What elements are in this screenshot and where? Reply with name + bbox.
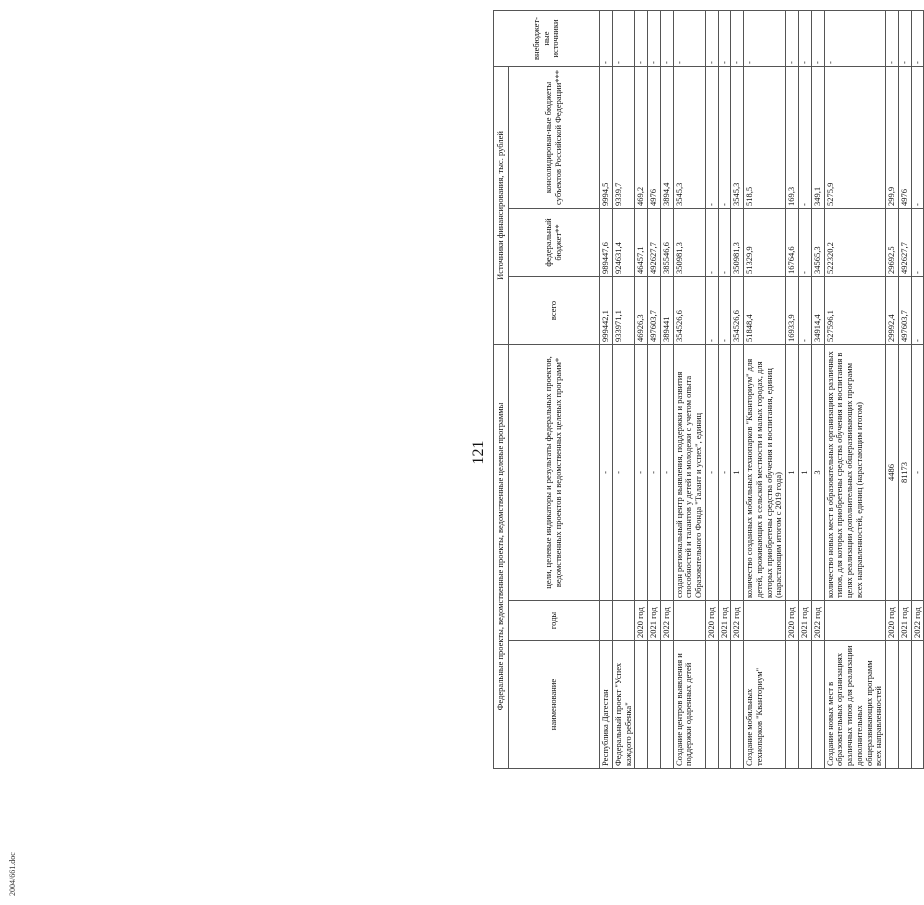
row-name: [799, 641, 812, 769]
row-total: 16933,9: [786, 276, 799, 344]
row-indicator: [886, 344, 899, 600]
row-name: Республика Дагестан: [600, 641, 613, 769]
row-indicator: [811, 344, 824, 600]
row-extra: -: [612, 10, 635, 66]
table-row: [898, 10, 911, 768]
row-name: [648, 641, 661, 769]
col-regional-header: консолидирован-ные бюджеты субъектов Российской Федерации***: [509, 66, 600, 208]
row-federal: 16764,6: [786, 208, 799, 276]
indicator-value: 81173: [898, 462, 909, 483]
row-federal: 492627,7: [648, 208, 661, 276]
table-row: [718, 10, 731, 768]
row-extra: -: [600, 10, 613, 66]
table-row: [811, 10, 824, 768]
row-federal: 350981,3: [673, 208, 705, 276]
row-federal: 492627,7: [898, 208, 911, 276]
indicator-value: -: [911, 471, 922, 474]
table-row: [635, 10, 648, 768]
row-name: [886, 641, 899, 769]
indicator-value: 1: [799, 470, 810, 475]
row-extra: -: [673, 10, 705, 66]
indicator-value: -: [648, 471, 659, 474]
row-year: 2021 год: [718, 601, 731, 641]
table-row: [911, 10, 924, 768]
row-year: 2021 год: [648, 601, 661, 641]
row-year: [600, 601, 613, 641]
row-total: 29992,4: [886, 276, 899, 344]
row-total: 527596,1: [824, 276, 886, 344]
table-body: [600, 10, 924, 768]
row-extra: -: [799, 10, 812, 66]
row-regional: 3894,4: [660, 66, 673, 208]
row-federal: 385546,6: [660, 208, 673, 276]
row-name: [786, 641, 799, 769]
table-row: [886, 10, 899, 768]
row-indicator: [635, 344, 648, 600]
row-extra: -: [648, 10, 661, 66]
table-row: [824, 10, 886, 768]
row-indicator: [660, 344, 673, 600]
row-federal: 522320,2: [824, 208, 886, 276]
financing-table: [493, 10, 924, 769]
table-row: [705, 10, 718, 768]
indicator-value: -: [718, 471, 729, 474]
row-federal: -: [718, 208, 731, 276]
row-regional: 169,3: [786, 66, 799, 208]
row-total: 354526,6: [731, 276, 744, 344]
col-years-header: годы: [509, 601, 600, 641]
indicator-value: -: [705, 471, 716, 474]
row-extra: -: [911, 10, 924, 66]
row-regional: 349,1: [811, 66, 824, 208]
row-indicator: [673, 344, 705, 600]
row-indicator: [648, 344, 661, 600]
table-row: [799, 10, 812, 768]
row-year: 2020 год: [886, 601, 899, 641]
row-name: [811, 641, 824, 769]
row-total: -: [718, 276, 731, 344]
row-extra: -: [898, 10, 911, 66]
row-regional: -: [705, 66, 718, 208]
row-name: Создание центров выявления и поддержки одаренных детей: [673, 641, 705, 769]
table-row: [731, 10, 744, 768]
row-regional: 518,5: [744, 66, 786, 208]
row-total: 389441: [660, 276, 673, 344]
row-extra: -: [886, 10, 899, 66]
row-federal: 51329,9: [744, 208, 786, 276]
row-name: [898, 641, 911, 769]
indicator-value: 1: [786, 470, 797, 475]
row-extra: -: [744, 10, 786, 66]
row-extra: -: [731, 10, 744, 66]
row-name: [635, 641, 648, 769]
row-total: 51848,4: [744, 276, 786, 344]
row-indicator: [705, 344, 718, 600]
row-indicator: [731, 344, 744, 600]
row-total: 34914,4: [811, 276, 824, 344]
row-federal: 34565,3: [811, 208, 824, 276]
row-extra: -: [786, 10, 799, 66]
row-year: [824, 601, 886, 641]
row-extra: -: [705, 10, 718, 66]
row-regional: 5275,9: [824, 66, 886, 208]
col-extra-header: внебюджет-ные источники: [494, 10, 600, 66]
row-extra: -: [811, 10, 824, 66]
table-row: [612, 10, 635, 768]
table-row: [660, 10, 673, 768]
row-extra: -: [718, 10, 731, 66]
row-regional: 3545,3: [673, 66, 705, 208]
indicator-text: количество созданных мобильных технопарков "Кванториум" для детей, проживающих в сельской местности и малых городах, для которых приобретены средства обучения и воспитания, единиц (нарастающим итогом с 2019 года): [744, 358, 784, 598]
row-year: 2022 год: [811, 601, 824, 641]
row-total: 933971,1: [612, 276, 635, 344]
row-year: 2020 год: [786, 601, 799, 641]
row-regional: 299,9: [886, 66, 899, 208]
row-name: Создание новых мест в образовательных организациях различных типов для реализации дополнительных общеразвивающих программ всех направленностей: [824, 641, 886, 769]
row-name: [718, 641, 731, 769]
row-federal: -: [705, 208, 718, 276]
indicator-value: 1: [731, 470, 742, 475]
col-total-header: всего: [509, 276, 600, 344]
row-total: 497603,7: [648, 276, 661, 344]
indicator-value: -: [635, 471, 646, 474]
row-federal: 46457,1: [635, 208, 648, 276]
row-federal: 924631,4: [612, 208, 635, 276]
row-year: [744, 601, 786, 641]
row-indicator: [911, 344, 924, 600]
row-regional: 469,2: [635, 66, 648, 208]
page-number: 121: [470, 440, 487, 465]
row-year: 2021 год: [898, 601, 911, 641]
row-name: Федеральный проект "Успех каждого ребенка": [612, 641, 635, 769]
row-total: -: [799, 276, 812, 344]
row-total: 497603,7: [898, 276, 911, 344]
row-indicator: [718, 344, 731, 600]
indicator-value: -: [600, 471, 610, 474]
table-row: [786, 10, 799, 768]
table-row: [600, 10, 613, 768]
row-regional: 9994,5: [600, 66, 613, 208]
col-name-header: наименование: [509, 641, 600, 769]
row-extra: -: [635, 10, 648, 66]
row-indicator: [744, 344, 786, 600]
row-year: 2022 год: [660, 601, 673, 641]
row-indicator: [612, 344, 635, 600]
row-regional: -: [718, 66, 731, 208]
row-federal: -: [911, 208, 924, 276]
row-year: [673, 601, 705, 641]
finance-header: Источники финансирования, тыс. рублей: [494, 66, 509, 344]
row-total: 999442,1: [600, 276, 613, 344]
col-federal-header: федеральный бюджет**: [509, 208, 600, 276]
row-federal: 989447,6: [600, 208, 613, 276]
row-indicator: [824, 344, 886, 600]
row-indicator: [786, 344, 799, 600]
row-name: [705, 641, 718, 769]
row-year: 2020 год: [635, 601, 648, 641]
row-regional: 9339,7: [612, 66, 635, 208]
row-total: 354526,6: [673, 276, 705, 344]
doc-code-wrapper: [2, 840, 62, 900]
row-year: 2020 год: [705, 601, 718, 641]
table-row: [673, 10, 705, 768]
row-year: 2021 год: [799, 601, 812, 641]
row-regional: 4976: [648, 66, 661, 208]
indicator-text: создан региональный центр выявления, поддержки и развития способностей и талантов у детей и молодежи с учетом опыта Образовательного Фонда "Талант и успех", единиц: [673, 371, 704, 598]
row-name: [731, 641, 744, 769]
table-row: [744, 10, 786, 768]
indicator-value: 4486: [886, 464, 897, 481]
col-indicators-header: цели, целевые индикаторы и результаты федеральных проектов, ведомственных проектов и ведомственных целевых программ*: [509, 344, 600, 600]
row-name: [911, 641, 924, 769]
row-year: 2022 год: [731, 601, 744, 641]
row-indicator: [600, 344, 613, 600]
indicator-value: 3: [811, 470, 822, 475]
row-regional: 4976: [898, 66, 911, 208]
group-header: Федеральные проекты, ведомственные проекты, ведомственные целевые программы: [494, 344, 509, 768]
row-regional: -: [911, 66, 924, 208]
row-regional: 3545,3: [731, 66, 744, 208]
row-year: [612, 601, 635, 641]
row-regional: -: [799, 66, 812, 208]
row-extra: -: [824, 10, 886, 66]
indicator-value: -: [660, 471, 671, 474]
row-indicator: [898, 344, 911, 600]
indicator-value: -: [612, 471, 623, 474]
row-federal: 350981,3: [731, 208, 744, 276]
doc-code: 2004/661.doc: [8, 852, 17, 896]
row-total: -: [911, 276, 924, 344]
table-row: [648, 10, 661, 768]
row-year: 2022 год: [911, 601, 924, 641]
row-name: Создание мобильных технопарков "Кванториум": [744, 641, 786, 769]
row-indicator: [799, 344, 812, 600]
row-extra: -: [660, 10, 673, 66]
row-total: 46926,3: [635, 276, 648, 344]
row-federal: -: [799, 208, 812, 276]
row-total: -: [705, 276, 718, 344]
indicator-text: количество новых мест в образовательных организациях различных типов, для которых приобретены средства обучения и воспитания в целях реализации дополнительных общеразвивающих программ всех направленностей, единиц (нарастающим итогом): [824, 351, 864, 598]
row-federal: 29692,5: [886, 208, 899, 276]
row-name: [660, 641, 673, 769]
